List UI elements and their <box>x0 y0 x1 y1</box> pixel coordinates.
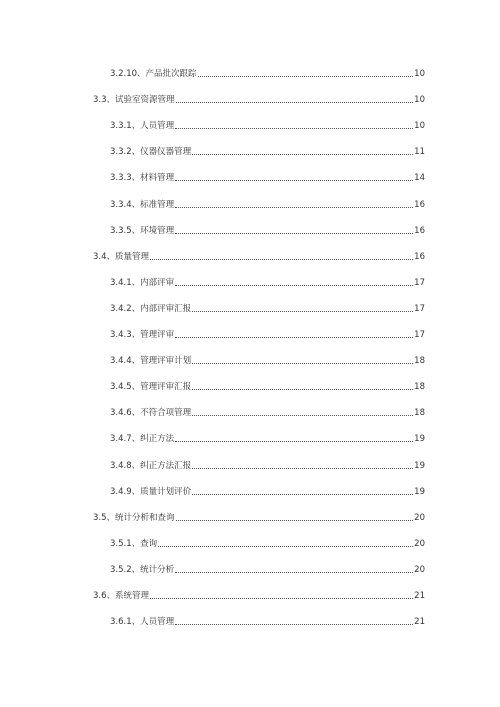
toc-entry[interactable] <box>0 379 500 393</box>
toc-entry[interactable] <box>0 484 500 498</box>
toc-entry-page-number: 10 <box>414 95 425 106</box>
toc-entry-page-number: 10 <box>414 69 425 79</box>
toc-dot-leader <box>175 285 413 286</box>
toc-entry-title: 3.4、质量管理 <box>93 251 150 262</box>
toc-entry[interactable] <box>0 223 500 237</box>
toc-dot-leader <box>192 468 413 469</box>
toc-dot-leader <box>175 572 413 573</box>
toc-entry[interactable] <box>0 275 500 289</box>
toc-entry-page-number: 19 <box>414 460 425 471</box>
toc-entry-title: 3.6、系统管理 <box>93 591 150 601</box>
toc-dot-leader <box>192 363 413 364</box>
toc-entry-title: 3.4.2、内部评审汇报 <box>110 303 192 314</box>
toc-entry-title: 3.4.6、不符合项管理 <box>110 408 192 419</box>
toc-entry-title: 3.4.7、纠正方法 <box>110 434 175 445</box>
toc-dot-leader <box>175 233 413 234</box>
toc-entry-page-number: 19 <box>414 434 425 445</box>
toc-entry-page-number: 11 <box>414 147 425 158</box>
toc-entry[interactable] <box>0 197 500 211</box>
toc-entry-title: 3.6.1、人员管理 <box>110 617 175 628</box>
toc-entry-page-number: 20 <box>414 538 425 549</box>
toc-entry-title: 3.4.5、管理评审汇报 <box>110 382 192 393</box>
toc-dot-leader <box>176 102 414 103</box>
toc-entry-page-number: 16 <box>414 251 425 262</box>
toc-dot-leader <box>150 259 413 260</box>
toc-dot-leader <box>198 76 414 77</box>
toc-entry[interactable] <box>0 510 500 524</box>
toc-entry[interactable] <box>0 92 500 106</box>
toc-entry-title: 3.4.8、纠正方法汇报 <box>110 460 192 471</box>
toc-entry[interactable] <box>0 405 500 419</box>
toc-entry-title: 3.3.4、标准管理 <box>110 199 175 210</box>
toc-dot-leader <box>175 128 413 129</box>
toc-entry-title: 3.4.1、内部评审 <box>110 277 175 288</box>
toc-dot-leader <box>175 337 413 338</box>
toc-entry-title: 3.3.3、材料管理 <box>110 173 175 184</box>
toc-dot-leader <box>150 598 413 599</box>
toc-dot-leader <box>175 441 413 442</box>
toc-entry-title: 3.5.1、查询 <box>110 538 158 549</box>
toc-dot-leader <box>175 207 413 208</box>
toc-entry-title: 3.4.9、质量计划评价 <box>110 486 192 497</box>
toc-entry-title: 3.3.2、仪器仪器管理 <box>110 147 192 158</box>
toc-entry-page-number: 20 <box>414 564 425 575</box>
toc-entry[interactable] <box>0 431 500 445</box>
toc-dot-leader <box>175 624 413 625</box>
toc-entry-page-number: 20 <box>414 512 425 523</box>
toc-entry[interactable] <box>0 118 500 132</box>
toc-dot-leader <box>158 546 413 547</box>
toc-dot-leader <box>192 415 413 416</box>
toc-entry-page-number: 18 <box>414 408 425 419</box>
toc-entry-title: 3.4.4、管理评审计划 <box>110 356 192 367</box>
toc-entry-page-number: 16 <box>414 199 425 210</box>
toc-entry-page-number: 21 <box>414 591 425 601</box>
toc-entry-page-number: 19 <box>414 486 425 497</box>
toc-entry-page-number: 18 <box>414 382 425 393</box>
toc-entry-page-number: 14 <box>414 173 425 184</box>
toc-entry-title: 3.3.5、环境管理 <box>110 225 175 236</box>
toc-entry[interactable] <box>0 536 500 550</box>
toc-entry[interactable] <box>0 353 500 367</box>
toc-dot-leader <box>176 520 414 521</box>
toc-entry-title: 3.4.3、管理评审 <box>110 330 175 340</box>
toc-dot-leader <box>192 494 413 495</box>
toc-entry-page-number: 17 <box>414 330 425 340</box>
toc-dot-leader <box>192 311 413 312</box>
toc-entry-page-number: 17 <box>414 303 425 314</box>
toc-entry-title: 3.2.10、产品批次跟踪 <box>110 69 197 79</box>
toc-entry-title: 3.3.1、人员管理 <box>110 121 175 132</box>
toc-entry-title: 3.3、试验室资源管理 <box>93 95 175 106</box>
toc-entry-title: 3.5.2、统计分析 <box>110 564 175 575</box>
toc-entry[interactable] <box>0 144 500 158</box>
toc-entry[interactable] <box>0 588 500 602</box>
toc-dot-leader <box>192 389 413 390</box>
toc-dot-leader <box>192 154 413 155</box>
toc-entry-page-number: 16 <box>414 225 425 236</box>
toc-entry[interactable] <box>0 327 500 341</box>
toc-entry-page-number: 10 <box>414 121 425 132</box>
toc-entry-title: 3.5、统计分析和查询 <box>93 512 175 523</box>
toc-entry-page-number: 21 <box>414 617 425 628</box>
toc-entry-page-number: 17 <box>414 277 425 288</box>
toc-entry[interactable] <box>0 170 500 184</box>
toc-dot-leader <box>175 180 413 181</box>
toc-entry[interactable] <box>0 562 500 576</box>
toc-entry-page-number: 18 <box>414 356 425 367</box>
toc-entry[interactable] <box>0 614 500 628</box>
toc-entry[interactable] <box>0 301 500 315</box>
toc-entry[interactable] <box>0 66 500 80</box>
toc-entry[interactable] <box>0 458 500 472</box>
toc-entry[interactable] <box>0 249 500 263</box>
